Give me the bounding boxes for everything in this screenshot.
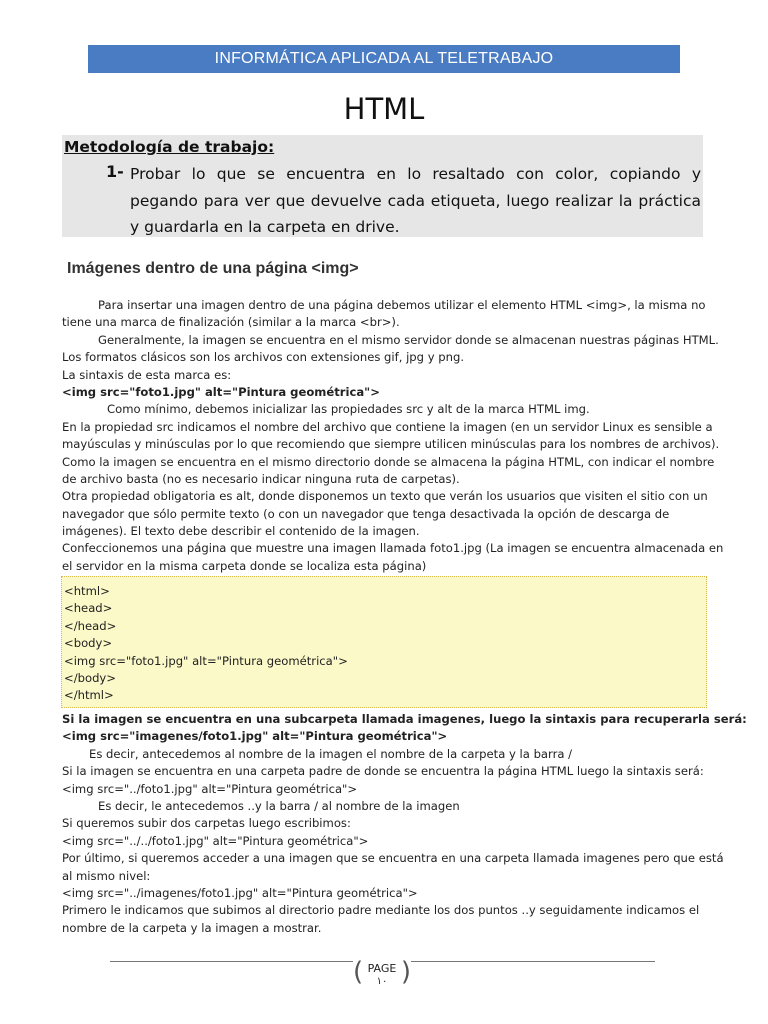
paragraph-line: navegador que sólo permite texto (o con un navegador que tenga desactivada la opción de descarga de [62, 506, 670, 521]
code-line: </body> [64, 670, 117, 685]
syntax-example: <img src="../imagenes/foto1.jpg" alt="Pintura geométrica"> [62, 885, 418, 900]
paragraph-line: Generalmente, la imagen se encuentra en el mismo servidor donde se almacenan nuestras páginas HTML. [98, 332, 719, 347]
paragraph-line: Confeccionemos una página que muestre una imagen llamada foto1.jpg (La imagen se encuentra almacenada en [62, 541, 724, 556]
paragraph-line: Si la imagen se encuentra en una carpeta padre de donde se encuentra la página HTML luego la sintaxis será: [62, 764, 704, 779]
paragraph-line: tiene una marca de finalización (similar a la marca <br>). [62, 315, 400, 330]
page-number: ١٠ [376, 976, 388, 987]
syntax-example: <img src="imagenes/foto1.jpg" alt="Pintura geométrica"> [62, 729, 448, 744]
code-line: </html> [64, 688, 114, 703]
page-label: PAGE [367, 962, 397, 975]
syntax-example: <img src="foto1.jpg" alt="Pintura geométrica"> [62, 384, 380, 399]
paragraph-line: Si queremos subir dos carpetas luego escribimos: [62, 816, 351, 831]
code-line: <html> [64, 584, 110, 598]
paragraph-line: Es decir, le antecedemos ..y la barra / al nombre de la imagen [98, 798, 460, 813]
paragraph-line: Es decir, antecedemos al nombre de la imagen el nombre de la carpeta y la barra / [89, 746, 573, 761]
paragraph-line: Primero le indicamos que subimos al directorio padre mediante los dos puntos ..y seguidamente indicamos el [62, 903, 700, 918]
section-heading: Imágenes dentro de una página <img> [67, 260, 359, 277]
paragraph-line: Como la imagen se encuentra en el mismo directorio donde se almacena la página HTML, con indicar el nombre [62, 454, 715, 469]
paragraph-line: imágenes). El texto debe describir el contenido de la imagen. [62, 524, 420, 539]
paragraph-line: al mismo nivel: [62, 868, 151, 883]
paragraph-line: Los formatos clásicos son los archivos con extensiones gif, jpg y png. [62, 350, 465, 365]
page-number-box [353, 957, 411, 987]
left-bracket-icon: ( [353, 957, 364, 987]
code-line: <body> [64, 636, 113, 651]
page-title: HTML [343, 92, 425, 126]
paragraph-line: Para insertar una imagen dentro de una página debemos utilizar el elemento HTML <img>, la misma no [98, 298, 706, 312]
body-text-part1 [62, 297, 724, 575]
paragraph-line: Otra propiedad obligatoria es alt, donde disponemos un texto que verán los usuarios que visiten el sitio con un [62, 489, 708, 504]
paragraph-line: Como mínimo, debemos inicializar las propiedades src y alt de la marca HTML img. [107, 402, 590, 417]
paragraph-line: Si la imagen se encuentra en una subcarpeta llamada imagenes, luego la sintaxis para recuperarla será: [62, 712, 747, 726]
syntax-example: <img src="../foto1.jpg" alt="Pintura geométrica"> [62, 781, 358, 796]
paragraph-line: Por último, si queremos acceder a una imagen que se encuentra en una carpeta llamada imagenes pero que está [62, 851, 724, 866]
methodology-box [62, 135, 703, 237]
methodology-heading: Metodología de trabajo: [64, 138, 275, 156]
paragraph-line: nombre de la carpeta y la imagen a mostrar. [62, 920, 322, 935]
code-line: <head> [64, 601, 113, 616]
code-line: </head> [64, 618, 117, 633]
code-line: <img src="foto1.jpg" alt="Pintura geométrica"> [64, 653, 348, 668]
paragraph-line: el servidor en la misma carpeta donde se localiza esta página) [62, 558, 427, 573]
code-example-box[interactable] [61, 576, 707, 708]
paragraph-line: La sintaxis de esta marca es: [62, 367, 232, 382]
paragraph-line: En la propiedad src indicamos el nombre del archivo que contiene la imagen (en un servidor Linux es sensible a [62, 419, 713, 434]
header-banner: INFORMÁTICA APLICADA AL TELETRABAJO [88, 45, 680, 73]
paragraph-line: mayúsculas y minúsculas por lo que recomiendo que siempre utilicen minúsculas para los nombres de archivos). [62, 437, 720, 452]
body-text-part2 [62, 711, 747, 937]
right-bracket-icon: ) [400, 957, 411, 987]
paragraph-line: de archivo basta (no es necesario indicar ninguna ruta de carpetas). [62, 471, 460, 486]
syntax-example: <img src="../../foto1.jpg" alt="Pintura geométrica"> [62, 833, 369, 848]
methodology-step-text: Probar lo que se encuentra en lo resaltado con color, copiando y pegando para ver que devuelve cada etiqueta, luego realizar la práctica y guardarla en la carpeta en drive. [130, 165, 701, 236]
methodology-step-number: 1- [106, 162, 124, 181]
